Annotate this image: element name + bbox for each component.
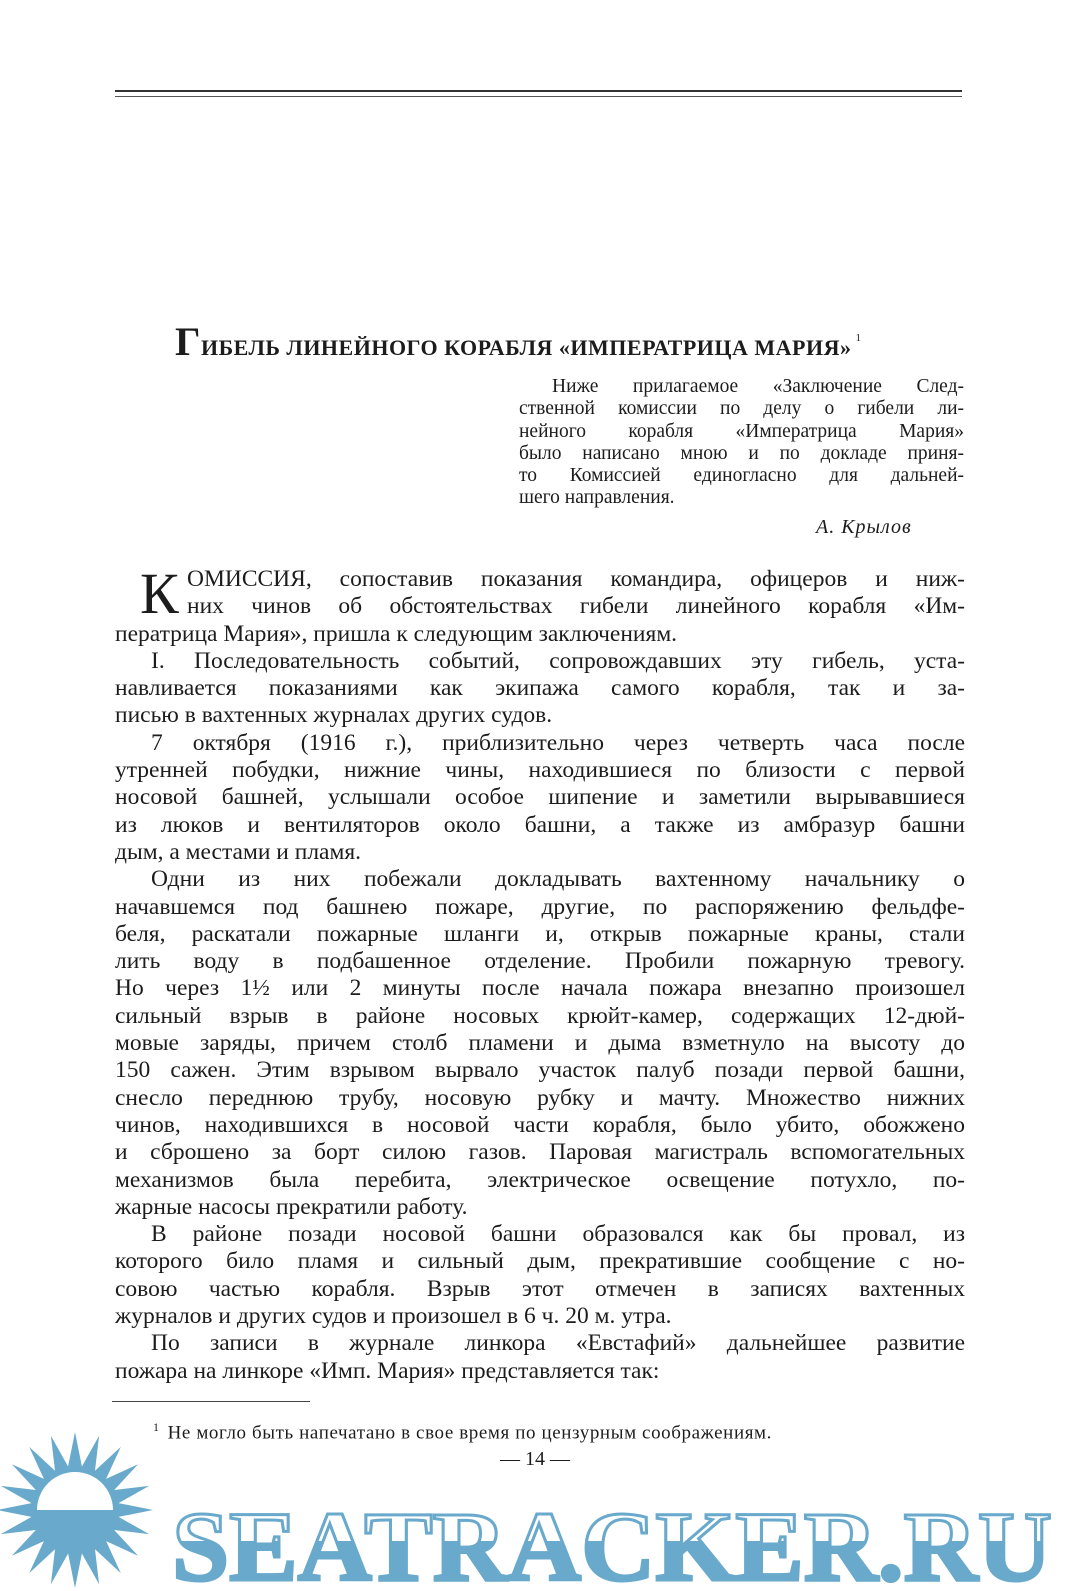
paragraph-line: В районе позади носовой башни образовался как бы провал, из: [151, 1221, 965, 1248]
footnote: [153, 1416, 772, 1444]
epigraph-line: Ниже прилагаемое «Заключение След-: [552, 376, 964, 397]
footnote-text: Не могло быть напечатано в свое время по цензурным соображениям.: [167, 1422, 773, 1444]
article-title: [175, 319, 862, 364]
paragraph-line: навливается показаниями как экипажа самого корабля, так и за-: [115, 675, 965, 702]
paragraph-line: чинов, находившихся в носовой части корабля, было убито, обожжено: [115, 1111, 965, 1138]
epigraph-note: [519, 376, 964, 510]
epigraph-line: ственной комиссии по делу о гибели ли-: [519, 398, 964, 420]
paragraph-line: I. Последовательность событий, сопровождавших эту гибель, уста-: [151, 647, 965, 674]
paragraph-line: По записи в журнале линкора «Евстафий» дальнейшее развитие: [151, 1330, 965, 1357]
paragraph-line: мовые заряды, причем столб пламени и дыма взметнуло на высоту до: [115, 1030, 965, 1057]
top-rule: [115, 90, 962, 97]
epigraph-line: то Комиссией единогласно для дальней-: [519, 465, 964, 487]
paragraph-line: утренней побудки, нижние чины, находившиеся по близости с первой: [115, 757, 965, 784]
epigraph-line: шего направления.: [519, 487, 675, 509]
paragraph-line: ОМИССИЯ, сопоставив показания командира, офицеров и ниж-: [187, 566, 965, 592]
paragraph-line: из люков и вентиляторов около башни, а также из амбразур башни: [115, 811, 965, 838]
paragraph-line: беля, раскатали пожарные шланги и, открыв пожарные краны, стали: [115, 920, 965, 947]
paragraph-line: журналов и других судов и произошел в 6 ч. 20 м. утра.: [115, 1303, 672, 1330]
paragraph-line: них чинов об обстоятельствах гибели линейного корабля «Им-: [187, 593, 965, 620]
sunburst-logo-icon: [0, 1432, 153, 1588]
signature: А. Крылов: [816, 516, 912, 538]
paragraph-line: лить воду в подбашенное отделение. Пробили пожарную тревогу.: [115, 948, 965, 975]
epigraph-line: было написано мною и по докладе приня-: [519, 442, 964, 464]
paragraph-line: и сброшено за борт силою газов. Паровая магистраль вспомогательных: [115, 1139, 965, 1166]
paragraph-line: писью в вахтенных журналах других судов.: [115, 702, 553, 729]
paragraph-line: 150 сажен. Этим взрывом вырвало участок палуб позади первой башни,: [115, 1057, 965, 1084]
paragraph-line: ператрица Мария», пришла к следующим заключениям.: [115, 620, 678, 647]
title-text: ИБЕЛЬ ЛИНЕЙНОГО КОРАБЛЯ «ИМПЕРАТРИЦА МАРИЯ»: [200, 335, 852, 360]
paragraph-line: которого било пламя и сильный дым, прекратившие сообщение с но-: [115, 1248, 965, 1275]
paragraph-line: 7 октября (1916 г.), приблизительно через четверть часа после: [151, 729, 965, 756]
paragraph-line: Но через 1½ или 2 минуты после начала пожара внезапно произошел: [115, 975, 965, 1002]
footnote-mark: 1: [153, 1420, 160, 1434]
paragraph-line: начавшемся под башнею пожаре, другие, по распоряжению фельдфе-: [115, 893, 965, 920]
footnote-rule: [112, 1401, 310, 1402]
paragraph-line: пожара на линкоре «Имп. Мария» представляется так:: [115, 1357, 660, 1384]
paragraph-line: механизмов была перебита, электрическое освещение потухло, по-: [115, 1166, 965, 1193]
epigraph-line: нейного корабля «Императрица Мария»: [519, 420, 964, 442]
body-text: [115, 561, 965, 1385]
paragraph-line: сильный взрыв в районе носовых крюйт-камер, содержащих 12-дюй-: [115, 1002, 965, 1029]
watermark-text: SEATRACKER.RU: [172, 1491, 1052, 1591]
drop-cap: К: [140, 561, 179, 626]
title-initial: Г: [175, 319, 201, 364]
paragraph-line: дым, а местами и пламя.: [115, 838, 362, 865]
paragraph-line: Одни из них побежали докладывать вахтенному начальнику о: [151, 866, 965, 893]
paragraph-line: совою частью корабля. Взрыв этот отмечен в записях вахтенных: [115, 1275, 965, 1302]
paragraph-line: носовой башней, услышали особое шипение и заметили вырывавшиеся: [115, 784, 965, 811]
paragraph-line: жарные насосы прекратили работу.: [115, 1193, 468, 1220]
page-number: — 14 —: [500, 1448, 570, 1470]
title-footnote-mark: 1: [855, 332, 862, 344]
paragraph-line: снесло переднюю трубу, носовую рубку и мачту. Множество нижних: [115, 1084, 965, 1111]
